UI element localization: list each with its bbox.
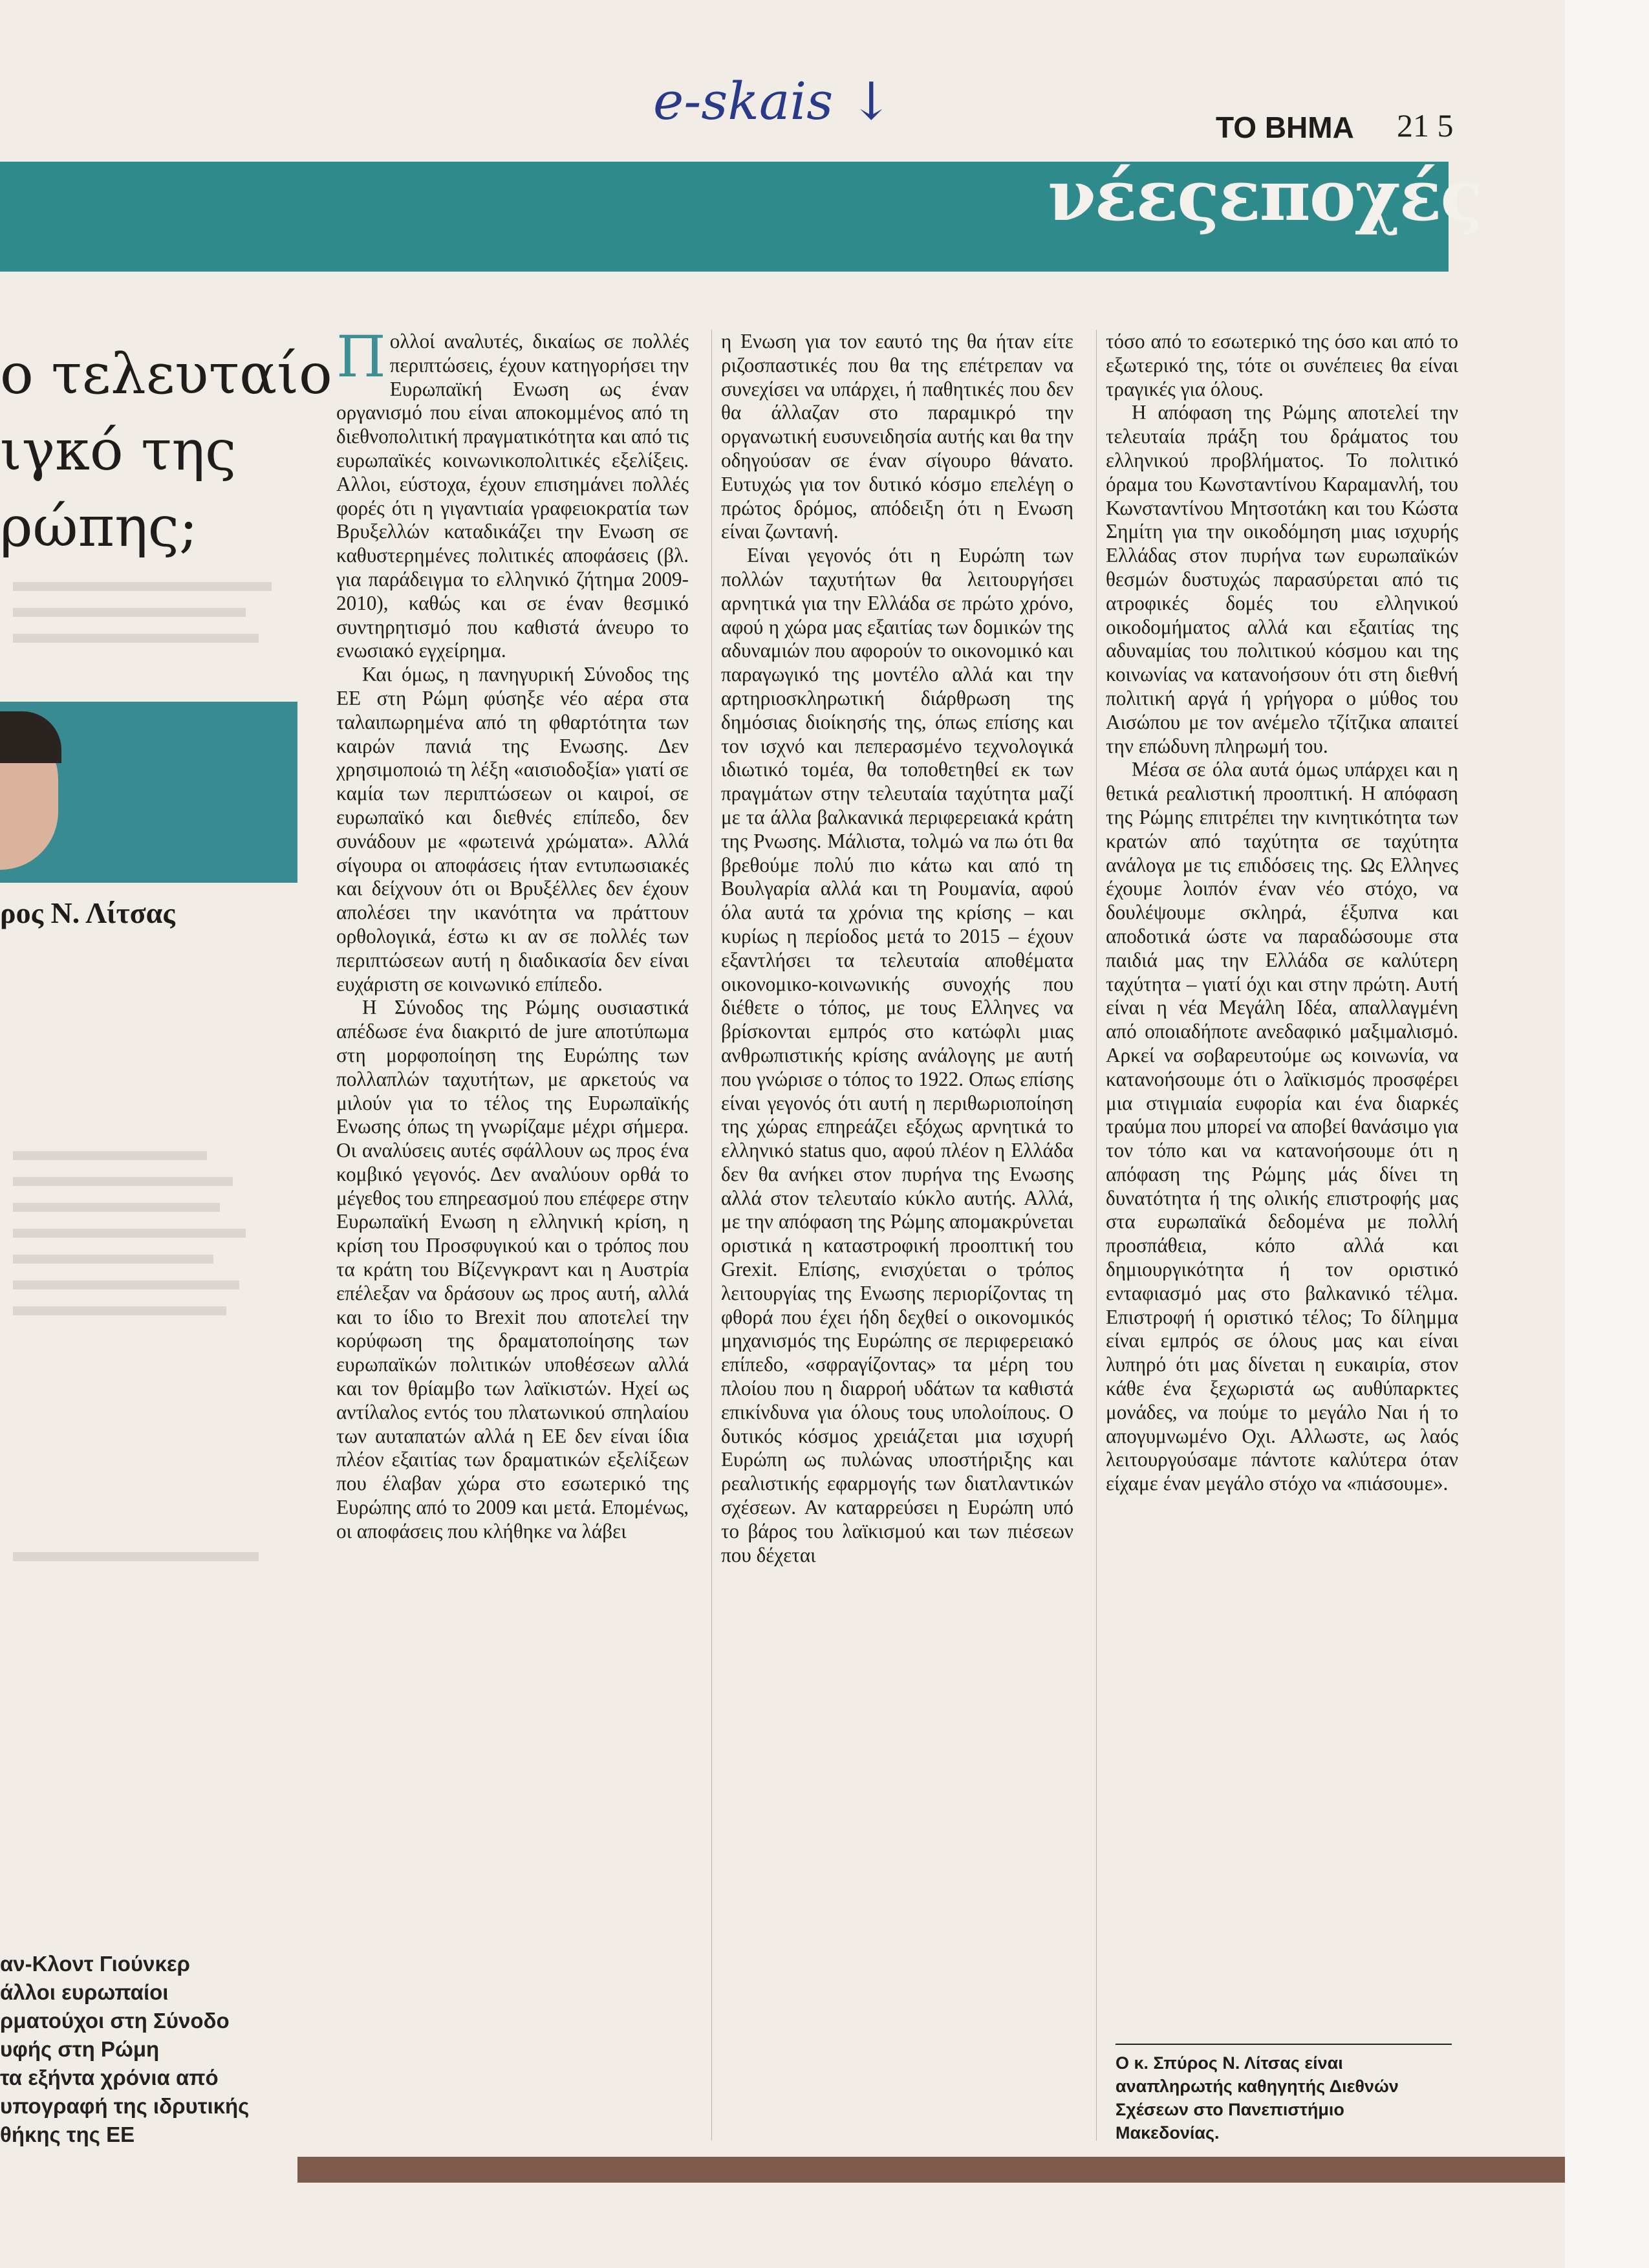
article-paragraph: Η Σύνοδος της Ρώμης ουσιαστικά απέδωσε ένα διακριτό de jure αποτύπωμα στη μορφοποίηση της Ευρώπης των πολλαπλών ταχυτήτων, με αρκετούς να μιλούν για το τέλος της Ευρωπαϊκής Ενωσης όπως τη γνωρίζαμε μέχρι σήμερα. Οι αναλύσεις αυτές σφάλλουν ως προς ένα κομβικό γεγονός. Δεν αναλύουν ορθά το μέγεθος του επηρεασμού που επέφερε στην Ευρωπαϊκή Ενωση η ελληνική κρίση, η κρίση του Προσφυγικού και ο τρόπος που τα κράτη του Βίζενγκραντ και η Αυστρία επέλεξαν να δράσουν ως προς αυτή, αλλά και το ίδιο το Brexit που αποτελεί την κορύφωση της δραματοποίησης των ευρωπαϊκών πολιτικών υποθέσεων αλλά και τον θρίαμβο των λαϊκιστών. Ηχεί ως αντίλαλος εντός του πλατωνικού σπηλαίου των αυταπατών αλλά η ΕΕ δεν είναι ίδια πλέον εξαιτίας των δραματικών εξελίξεων που έλαβαν χώρα στο εσωτερικό της Ευρώπης από το 2009 και μετά. Επομένως, οι αποφάσεις που κλήθηκε να λάβει	[336, 996, 689, 1542]
drop-cap: Π	[336, 323, 386, 390]
ghost-text	[13, 1306, 226, 1315]
column-divider	[1096, 330, 1097, 2141]
ghost-text	[13, 634, 259, 643]
caption-line: αν-Κλοντ Γιούνκερ	[0, 1952, 190, 1976]
article-column-1	[336, 323, 689, 1544]
headline	[0, 336, 332, 565]
headline-line: ο τελευταίο	[0, 342, 332, 407]
article-column-3	[1106, 330, 1458, 1496]
author-byline: ρος Ν. Λίτσας	[0, 896, 175, 929]
article-paragraph	[336, 323, 689, 663]
article-paragraph: Είναι γεγονός ότι η Ευρώπη των πολλών ταχυτήτων θα λειτουργήσει αρνητικά για την Ελλάδα σε πρώτο χρόνο, αφού η χώρα μας εξαιτίας των δομικών της αδυναμιών που αφορούν το οικονομικό και παραγωγικό της μοντέλο αλλά και την αρτηριοσκληρωτική διάρθρωση της δημόσιας διοίκησής της, όπως επίσης και τον ισχνό και πεπερασμένο τεχνολογικά ιδιωτικό τομέα, θα τοποθετηθεί εκ των πραγμάτων στην τελευταία ταχύτητα μαζί με τα άλλα βαλκανικά περιφερειακά κράτη της Ρνωσης. Μάλιστα, τολμώ να πω ότι θα βρεθούμε πολύ πιο κάτω και από τη Βουλγαρία αλλά και τη Ρουμανία, αφού όλα αυτά τα χρόνια της κρίσης – και κυρίως η περίοδος μετά το 2015 – έχουν εξαντλήσει τα τελευταία αποθέματα οικονομικο-κοινωνικής συνοχής που διέθετε ο τόπος, με τους Ελληνες να βρίσκονται εμπρός στο κατώφλι μιας ανθρωπιστικής κρίσης ανάλογης με αυτή που γνώρισε ο τόπος το 1922. Οπως επίσης είναι γεγονός ότι αυτή η περιθωριοποίηση της χώρας επηρεάζει εξόχως αρνητικά το ελληνικό status quo, αφού πλέον η Ελλάδα δεν θα ανήκει στον πυρήνα της Ενωσης αλλά στον τελευταίο κύκλο αυτής. Αλλά, με την απόφαση της Ρώμης απομακρύνεται οριστικά η καταστροφική προοπτική του Grexit. Επίσης, ενισχύεται ο τρόπος λειτουργίας της Ενωσης περιορίζοντας τη φθορά που έχει ήδη δεχθεί ο οικονομικός μηχανισμός της Ευρώπης σε περιφερειακό επίπεδο, «σφραγίζοντας» τα μέρη του πλοίου που η διαρροή υδάτων τα καθιστά επικίνδυνα για όλους τους υπολοίπους. Ο δυτικός κόσμος χρειάζεται μια ισχυρή Ευρώπη ως πυλώνας υποστήριξης και ρεαλιστικής εφαρμογής των διατλαντικών σχέσεων. Αν καταρρεύσει η Ευρώπη υπό το βάρος του λαϊκισμού και των πιέσεων που δέχεται	[721, 544, 1073, 1566]
bottom-image-strip	[297, 2157, 1565, 2183]
column-divider	[711, 330, 712, 2141]
article-paragraph: Η απόφαση της Ρώμης αποτελεί την τελευταία πράξη του δράματος του ελληνικού προβλήματος. Το πολιτικό όραμα του Κωνσταντίνου Καραμανλή, του Κωνσταντίνου Μητσοτάκη και του Κώστα Σημίτη για την οικοδόμηση μιας ισχυρής Ελλάδας στον πυρήνα των ευρωπαϊκών θεσμών δυστυχώς παρασύρεται από τις ατροφικές δομές του ελληνικού οικοδομήματος αλλά και εξαιτίας της αδυναμίας του πολιτικού κόσμου και της κοινωνίας να κατανοήσουν ότι στη διεθνή πολιτική αργά ή γρήγορα ο μύθος του Αισώπου με τον ανέμελο τζίτζικα απαιτεί την επώδυνη πληρωμή του.	[1106, 401, 1458, 757]
article-column-2	[721, 330, 1073, 1567]
ghost-text	[13, 1552, 259, 1561]
caption-line: θήκης της ΕΕ	[0, 2122, 135, 2146]
ghost-text	[13, 1151, 207, 1160]
photo-caption	[0, 1950, 304, 2149]
article-paragraph: η Ενωση για τον εαυτό της θα ήταν είτε ριζοσπαστικές που θα της επέτρεπαν να συνεχίσει να υπάρχει, ή παθητικές που δεν θα άλλαζαν στο παραμικρό την οργανωτική ευσυνειδησία αυτής και θα την οδηγούσαν σε έναν σίγουρο θάνατο. Ευτυχώς για τον δυτικό κόσμο επελέγη ο πρώτος δρόμος, απόδειξη ότι η Ενωση είναι ζωντανή.	[721, 330, 1073, 543]
caption-line: τα εξήντα χρόνια από	[0, 2066, 219, 2090]
ghost-text	[13, 582, 272, 591]
author-bio: Ο κ. Σπύρος Ν. Λίτσας είναι αναπληρωτής καθηγητής Διεθνών Σχέσεων στο Πανεπιστήμιο Μακεδονίας.	[1116, 2044, 1452, 2144]
masthead-paper-name: ΤΟ ΒΗΜΑ	[1216, 111, 1354, 144]
article-paragraph: Μέσα σε όλα αυτά όμως υπάρχει και η θετικά ρεαλιστική προοπτική. Η απόφαση της Ρώμης επιτρέπει την κινητικότητα των κρατών από ταχύτητα σε ταχύτητα ανάλογα με τις επιδόσεις της. Ως Ελληνες έχουμε λοιπόν έναν νέο στόχο, να δουλέψουμε σκληρά, έξυπνα και αποδοτικά ώστε να παραδώσουμε στα παιδιά μας την Ελλάδα σε καλύτερη ταχύτητα – γιατί όχι και στην πρώτη. Αυτή είναι η νέα Μεγάλη Ιδέα, απαλλαγμένη από οποιαδήποτε ανεδαφικό μαξιμαλισμό. Αρκεί να σοβαρευτούμε ως κοινωνία, να κατανοήσουμε ότι ο λαϊκισμός προσφέρει μια στιγμιαία ευφορία και ένα διαρκές τραύμα που μπορεί να αποβεί θανάσιμο για τον τόπο και να κατανοήσουμε ότι η απόφαση της Ρώμης μάς δίνει τη δυνατότητα ή της ολικής επιστροφής μας στα ευρωπαϊκά δεδομένα με πολλή προσπάθεια, κόπο αλλά και δημιουργικότητα ή τον οριστικό ενταφιασμό μας στο βαλκανικό τέλμα. Επιστροφή ή οριστικό τέλος; Το δίλημμα είναι εμπρός σε όλους μας και είναι λυπηρό ότι μας δίνεται η ευκαιρία, στον κάθε ένα ξεχωριστά ως αυθύπαρκτες μονάδες, να πούμε το μεγάλο Ναι ή το απογυμνωμένο Οχι. Αλλωστε, ως λαός λειτουργούσαμε πάντοτε καλύτερα όταν είχαμε έναν μεγάλο στόχο να «πιάσουμε».	[1106, 758, 1458, 1495]
article-paragraph: Και όμως, η πανηγυρική Σύνοδος της ΕΕ στη Ρώμη φύσηξε νέο αέρα στα ταλαιπωρημένα από τη φθαρτότητα των καιρών πανιά της Ενωσης. Δεν χρησιμοποιώ τη λέξη «αισιοδοξία» γιατί σε καμία των περιπτώσεων οι καιροί, σε ευρωπαϊκό και διεθνές επίπεδο, δεν συνάδουν με «φωτεινά χρώματα». Αλλά σίγουρα οι αποφάσεις ήταν εντυπωσιακές και δείχνουν ότι οι Βρυξέλλες δεν έχουν απολέσει την ικανότητα να πράττουν ορθολογικά, έστω κι αν σε πολλές των περιπτώσεων αυτή η διαδικασία δεν είναι ευχάριστη σε κοινωνικό επίπεδο.	[336, 663, 689, 995]
ghost-text	[13, 1203, 220, 1212]
caption-line: άλλοι ευρωπαίοι	[0, 1980, 169, 2004]
headline-line: ιγκό της	[0, 418, 237, 483]
ghost-text	[13, 608, 246, 617]
paragraph-text: ολλοί αναλυτές, δικαίως σε πολλές περιπτώσεις, έχουν κατηγορήσει την Ευρωπαϊκή Ενωση ως έναν οργανισμό που είναι αποκομμένος από τη διεθνοπολιτική πραγματικότητα και από τις ευρωπαϊκές κοινωνικοπολιτικές εξελίξεις. Αλλοι, εύστοχα, έχουν επισημάνει πολλές φορές ότι η γιγαντιαία γραφειοκρατία των Βρυξελλών καταδικάζει την Ενωση σε καθυστερημένες πολιτικές αποφάσεις (βλ. για παράδειγμα το ελληνικό ζήτημα 2009-2010), καθώς και σε έναν θεσμικό συντηρητισμό που καθιστά άνευρο το ενωσιακό εγχείρημα.	[336, 330, 689, 662]
page-number: 21 5	[1397, 107, 1454, 144]
ghost-text	[13, 1280, 239, 1290]
headline-line: ρώπης;	[0, 495, 198, 559]
handwritten-note: e-skais ↓	[653, 71, 893, 131]
page-edge	[1565, 0, 1649, 2268]
caption-line: υφής στη Ρώμη	[0, 2037, 160, 2061]
article-paragraph: τόσο από το εσωτερικό της όσο και από το εξωτερικό της, τότε οι συνέπειες θα είναι τραγικές για όλους.	[1106, 330, 1458, 400]
caption-line: υπογραφή της ιδρυτικής	[0, 2094, 250, 2118]
ghost-text	[13, 1229, 246, 1238]
caption-line: ρματούχοι στη Σύνοδο	[0, 2009, 230, 2033]
ghost-text	[13, 1177, 233, 1186]
ghost-text	[13, 1255, 213, 1264]
section-title: νέεςεποχές	[1048, 155, 1482, 237]
